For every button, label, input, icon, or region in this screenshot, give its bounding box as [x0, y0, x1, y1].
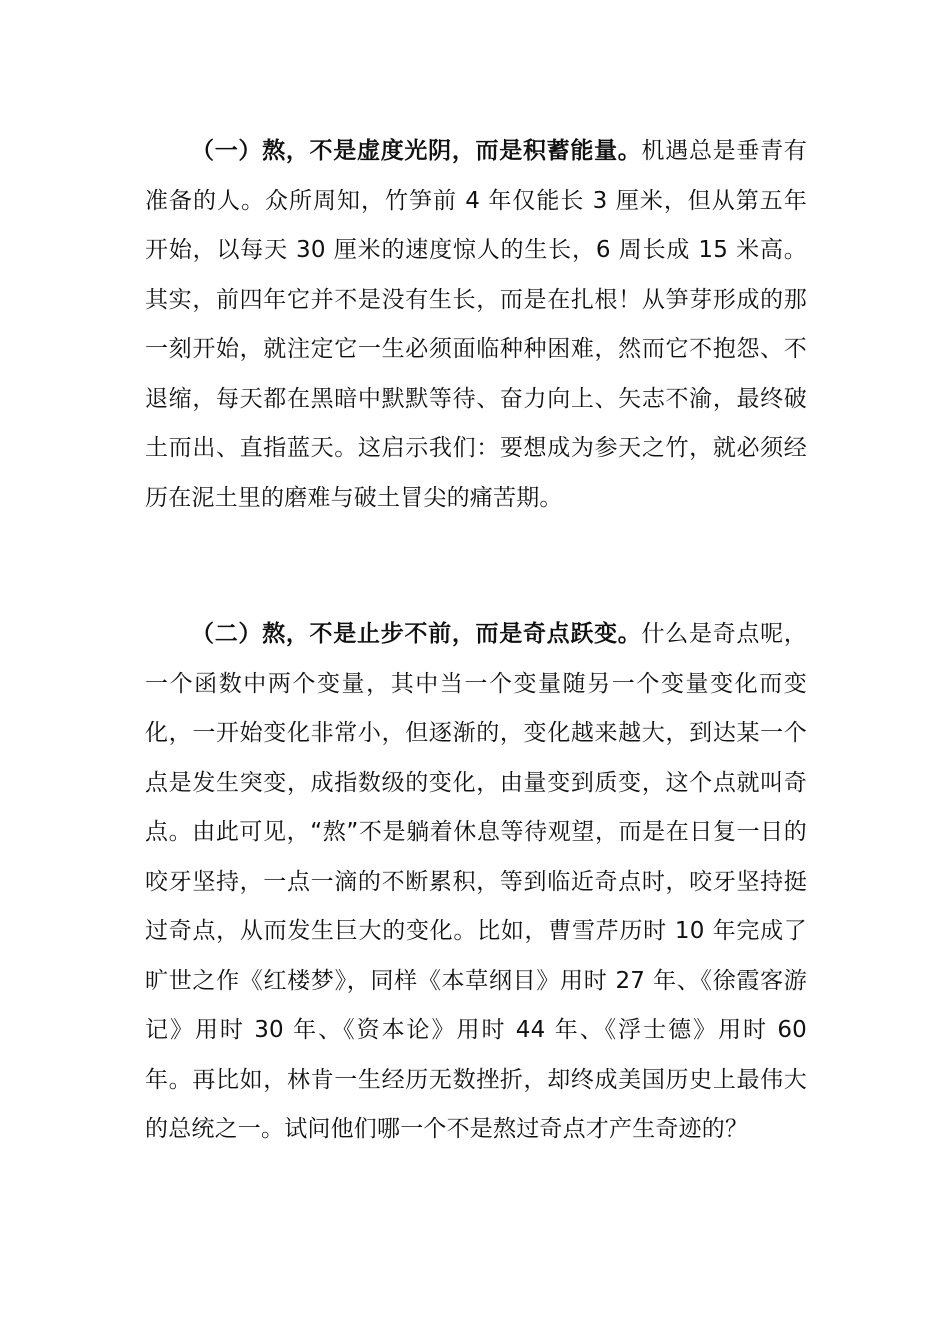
paragraph-2-heading: （二）熬，不是止步不前，而是奇点跃变。 [191, 621, 642, 647]
paragraph-1-heading: （一）熬，不是虚度光阴，而是积蓄能量。 [191, 138, 642, 164]
paragraph-1 [145, 127, 807, 523]
paragraph-1-body: 机遇总是垂青有准备的人。众所周知，竹笋前 4 年仅能长 3 厘米，但从第五年开始，以每天 30 厘米的速度惊人的生长，6 周长成 15 米高。其实，前四年它并不是没有生长，而是在扎根！从笋芽形成的那一刻开始，就注定它一生必须面临种种困难，然而它不抱怨、不退缩，每天都在黑暗中默默等待、奋力向上、矢志不渝，最终破土而出、直指蓝天。这启示我们：要想成为参天之竹，就必须经历在泥土里的磨难与破土冒尖的痛苦期。 [145, 138, 807, 511]
paragraph-2 [145, 610, 807, 1155]
paragraph-2-body: 什么是奇点呢，一个函数中两个变量，其中当一个变量随另一个变量变化而变化，一开始变化非常小，但逐渐的，变化越来越大，到达某一个点是发生突变，成指数级的变化，由量变到质变，这个点就叫奇点。由此可见，“熬”不是躺着休息等待观望，而是在日复一日的咬牙坚持，一点一滴的不断累积，等到临近奇点时，咬牙坚持挺过奇点，从而发生巨大的变化。比如，曹雪芹历时 10 年完成了旷世之作《红楼梦》，同样《本草纲目》用时 27 年、《徐霞客游记》用时 30 年、《资本论》用时 44 年、《浮士德》用时 60 年。再比如，林肯一生经历无数挫折，却终成美国历史上最伟大的总统之一。试问他们哪一个不是熬过奇点才产生奇迹的？ [145, 621, 807, 1142]
